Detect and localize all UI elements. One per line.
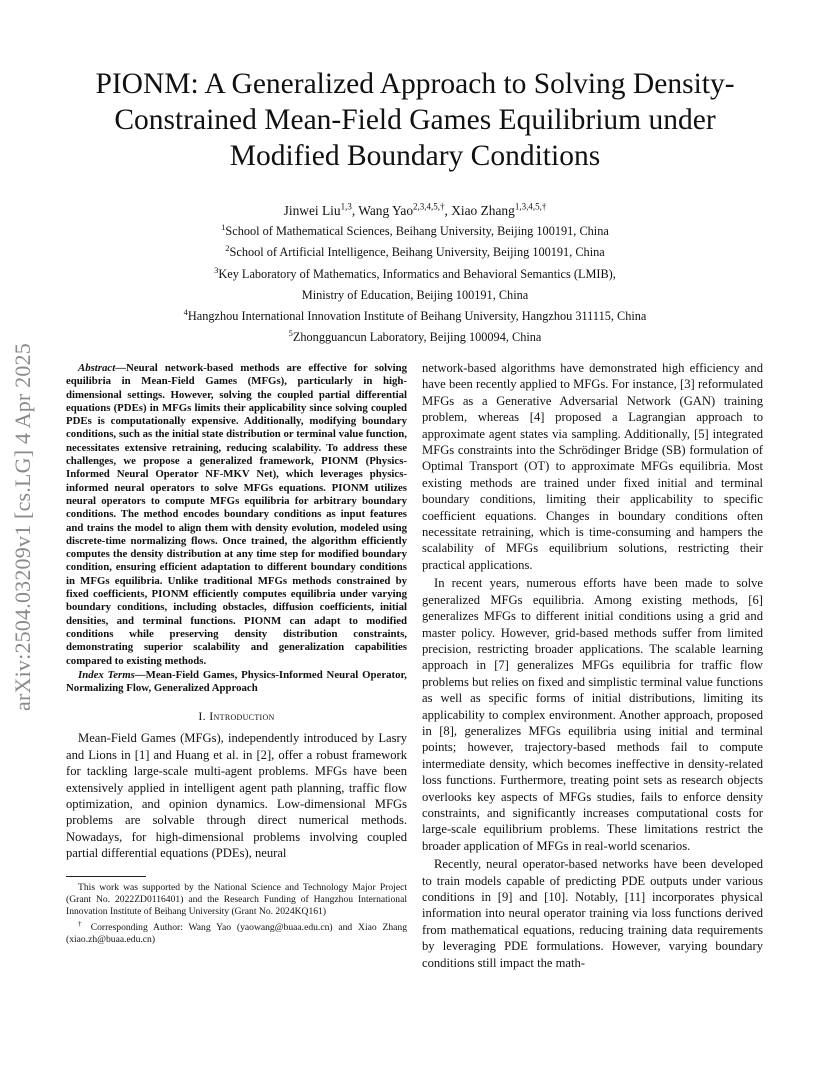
affiliation-list [80, 219, 750, 347]
body-paragraph: In recent years, numerous efforts have been made to solve generalized MFGs equilibria. Among existing methods, [6] generalizes MFGs to different initial conditions using a grid and master policy. However, grid-based methods suffer from limited precision, restricting broader applications. The scalable learning approach in [7] generalizes MFGs equilibria for traffic flow problems but relies on fixed and simplistic terminal value functions as well as specific forms of initial distributions, limiting its applicability to complex environment. Another approach, proposed in [8], generalizes MFGs equilibria using initial and terminal points; however, trajectory-based methods fail to compute intermediate density, which becomes ineffective in density-related loss functions. Furthermore, treating point sets as research objects overlooks key aspects of MFGs studies, fails to enforce density constraints, and significantly increases computational costs for large-scale equilibrium problems. These limitations restrict the broader application of MFGs in real-world scenarios. [422, 576, 763, 853]
left-column [66, 362, 407, 946]
author-list [80, 199, 750, 219]
author: Wang Yao$^{2,3,4,5,\dagger}$, [358, 202, 452, 219]
arxiv-identifier[interactable]: arXiv:2504.03209v1 [cs.LG] 4 Apr 2025 [10, 343, 35, 711]
body-paragraph: Recently, neural operator-based networks have been developed to train models capable of predicting PDE outputs under various conditions in [9] and [10]. Notably, [11] incorporates physical information into neural operator training via loss functions derived from mathematical equations, reducing training data requirements by leveraging PDE formulations. However, varying boundary conditions still impact the math- [422, 857, 763, 970]
affiliation: $^4$Hangzhou International Innovation Institute of Beihang University, Hangzhou 311115, China [183, 307, 647, 324]
index-terms-text: —Mean-Field Games, Physics-Informed Neural Operator, Normalizing Flow, Generalized Approach [66, 668, 408, 695]
abstract [66, 362, 407, 668]
funding-footnote: This work was supported by the National Science and Technology Major Project (Grant No. 2022ZD0116401) and the Research Funding of Hangzhou International Innovation Institute of Beihang University (Grant No. 2024KQ161) [66, 881, 407, 917]
arxiv-sidebar [6, 292, 40, 762]
author: Xiao Zhang$^{1,3,4,5,\dagger}$ [451, 202, 547, 219]
body-paragraph: network-based algorithms have demonstrated high efficiency and have been recently applied to MFGs. For instance, [3] reformulated MFGs as a Generative Adversarial Network (GAN) training problem, whereas [4] proposed a Lagrangian approach to approximate agent states via sampling. Additionally, [5] integrated MFGs constraints into the Schrödinger Bridge (SB) formulation of Optimal Transport (OT) to approximate MFGs equilibria. Most existing methods are trained under fixed initial and terminal boundary conditions, limiting their applicability to specific coefficient equations. Changes in boundary conditions often necessitate retraining, which is time-consuming and hampers the scalability of MFGs equilibrium solutions, restricting their practical applications. [422, 361, 763, 572]
index-terms-label: Index Terms [78, 668, 135, 681]
footnote-rule [66, 876, 146, 877]
corresponding-author-footnote: † Corresponding Author: Wang Yao (yaowang@buaa.edu.cn) and Xiao Zhang (xiao.zh@buaa.edu.cn) [66, 919, 407, 945]
index-terms [66, 669, 407, 696]
affiliation: $^1$School of Mathematical Sciences, Beihang University, Beijing 100191, China [221, 222, 609, 239]
abstract-label: Abstract [78, 362, 116, 374]
abstract-text: —Neural network-based methods are effective for solving equilibria in Mean-Field Games (MFGs), particularly in high-dimensional settings. However, solving the coupled partial differential equations (PDEs) in MFGs limits their applicability since solving coupled PDEs is computationally expensive. Additionally, modifying boundary conditions, such as the initial state distribution or terminal value function, necessitates extensive retraining, reducing scalability. To address these challenges, we propose a generalized framework, PIONM (Physics-Informed Neural Operator NF-MKV Net), which leverages physics-informed neural operators to solve MFGs equations. PIONM utilizes neural operators to compute MFGs equilibria for arbitrary boundary conditions. The method encodes boundary conditions as input features and trains the model to align them with density evolution, modeled using discrete-time normalizing flows. Once trained, the algorithm efficiently computes the density distribution at any time step for modified boundary condition, ensuring efficient adaptation to different boundary conditions in MFGs equilibria. Unlike traditional MFGs methods constrained by fixed coefficients, PIONM efficiently computes equilibria under varying boundary conditions, including obstacles, diffusion coefficients, initial densities, and terminal functions. PIONM can adapt to modified conditions while preserving density distribution constraints, demonstrating superior scalability and generalization capabilities compared to existing methods. [66, 362, 407, 667]
section-heading: I. Introduction [198, 709, 275, 724]
affiliation: $^5$Zhongguancun Laboratory, Beijing 100094, China [288, 328, 542, 345]
paper-title: PIONM: A Generalized Approach to Solving Density-Constrained Mean-Field Games Equilibrium under Modified Boundary Conditions [95, 68, 735, 172]
author: Jinwei Liu$^{1,3}$, [283, 202, 359, 219]
affiliation: $^3$Key Laboratory of Mathematics, Informatics and Behavioral Semantics (LMIB), [214, 264, 616, 281]
right-column [422, 360, 763, 971]
intro-paragraph: Mean-Field Games (MFGs), independently introduced by Lasry and Lions in [1] and Huang et al. in [2], offer a robust framework for tackling large-scale multi-agent problems. MFGs have been extensively applied in intelligent agent path planning, traffic flow optimization, and opinion dynamics. Low-dimensional MFGs problems are solvable through direct numerical methods. Nowadays, for high-dimensional problems involving coupled partial differential equations (PDEs), neural [66, 731, 407, 861]
affiliation: $^2$School of Artificial Intelligence, Beihang University, Beijing 100191, China [225, 243, 605, 260]
affiliation: Ministry of Education, Beijing 100191, China [301, 287, 529, 302]
